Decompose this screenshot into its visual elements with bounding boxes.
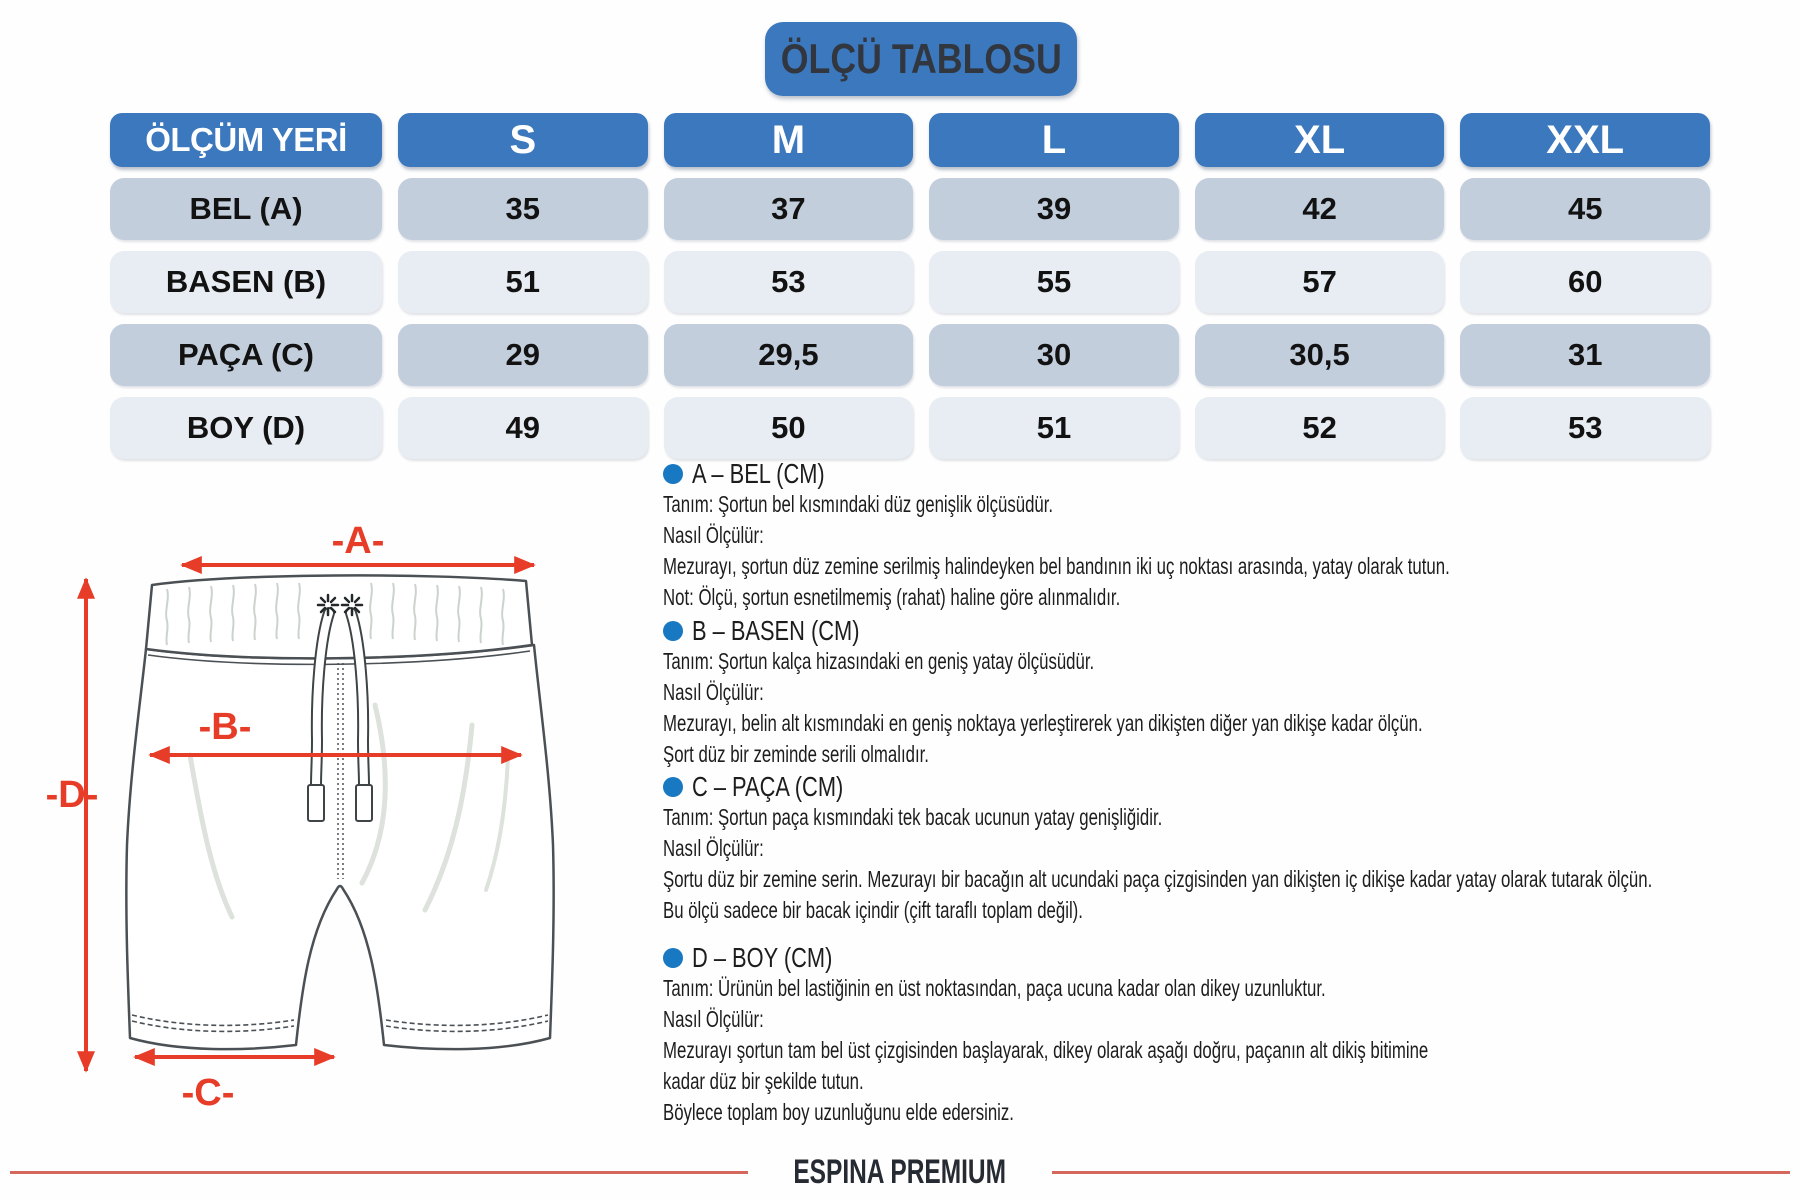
section-line: Not: Ölçü, şortun esnetilmemiş (rahat) haline göre alınmalıdır.: [663, 584, 1121, 610]
measure-arrow-a: [182, 520, 534, 565]
size-header-s: S: [398, 113, 648, 167]
section-line: Mezurayı, şortun düz zemine serilmiş halindeyken bel bandının iki uç noktası arasında, yatay olarak tutun.: [663, 553, 1450, 579]
size-header-m: M: [664, 113, 914, 167]
row-label-boy: BOY (D): [110, 397, 382, 459]
section-line: Nasıl Ölçülür:: [663, 1006, 764, 1032]
table-corner-header: ÖLÇÜM YERİ: [110, 113, 382, 167]
measure-label-d: -D-: [45, 774, 99, 816]
footer: [0, 1152, 1800, 1192]
size-cell: 45: [1460, 178, 1710, 240]
size-header-l: L: [929, 113, 1179, 167]
shorts-measurement-diagram: [40, 455, 600, 1135]
row-label-basen: BASEN (B): [110, 251, 382, 313]
row-label-paca: PAÇA (C): [110, 324, 382, 386]
size-cell: 55: [929, 251, 1179, 313]
bullet-icon: [663, 777, 683, 797]
section-line: Nasıl Ölçülür:: [663, 835, 764, 861]
bullet-icon: [663, 948, 683, 968]
page-title: [765, 22, 1077, 96]
size-cell: 49: [398, 397, 648, 459]
size-cell: 39: [929, 178, 1179, 240]
page-title-text: ÖLÇÜ TABLOSU: [780, 35, 1062, 82]
size-cell: 50: [664, 397, 914, 459]
drawstring-aglet-right: [356, 785, 372, 821]
size-cell: 53: [1460, 397, 1710, 459]
size-cell: 42: [1195, 178, 1445, 240]
bullet-icon: [663, 464, 683, 484]
size-cell: 53: [664, 251, 914, 313]
bullet-icon: [663, 621, 683, 641]
section-heading: A – BEL (CM): [692, 457, 825, 489]
section-bel: [663, 458, 1741, 613]
section-line: Nasıl Ölçülür:: [663, 522, 764, 548]
section-line: Bu ölçü sadece bir bacak içindir (çift taraflı toplam değil).: [663, 897, 1083, 923]
section-line: Böylece toplam boy uzunluğunu elde edersiniz.: [663, 1099, 1014, 1125]
section-line: kadar düz bir şekilde tutun.: [663, 1068, 864, 1094]
measurement-descriptions: [663, 455, 1800, 1155]
footer-rule-left: [10, 1171, 748, 1174]
size-cell: 31: [1460, 324, 1710, 386]
section-line: Tanım: Şortun bel kısmındaki düz genişlik ölçüsüdür.: [663, 491, 1054, 517]
section-heading: D – BOY (CM): [692, 941, 833, 973]
measure-label-c: -C-: [181, 1072, 235, 1114]
section-line: Nasıl Ölçülür:: [663, 679, 764, 705]
size-cell: 35: [398, 178, 648, 240]
drawstring-aglet-left: [308, 785, 324, 821]
brand-name: ESPINA PREMIUM: [793, 1152, 1007, 1191]
section-line: Mezurayı şortun tam bel üst çizgisinden başlayarak, dikey olarak aşağı doğru, paçanın alt dikiş bitimine: [663, 1037, 1429, 1063]
size-cell: 30,5: [1195, 324, 1445, 386]
measure-arrow-c: [135, 1057, 334, 1114]
size-cell: 52: [1195, 397, 1445, 459]
section-heading: C – PAÇA (CM): [692, 770, 844, 802]
size-cell: 60: [1460, 251, 1710, 313]
section-line: Şort düz bir zeminde serili olmalıdır.: [663, 741, 929, 767]
size-header-xxl: XXL: [1460, 113, 1710, 167]
size-cell: 37: [664, 178, 914, 240]
measure-arrow-d: [46, 579, 99, 1071]
section-line: Şortu düz bir zemine serin. Mezurayı bir bacağın alt ucundaki paça çizgisinden yan dikişten iç dikişe kadar yatay olarak tutarak ölçün.: [663, 866, 1653, 892]
size-cell: 30: [929, 324, 1179, 386]
size-table: [110, 113, 1710, 459]
section-boy: [663, 942, 1711, 1128]
size-cell: 29: [398, 324, 648, 386]
size-cell: 57: [1195, 251, 1445, 313]
size-cell: 29,5: [664, 324, 914, 386]
footer-rule-right: [1052, 1171, 1790, 1174]
size-header-xl: XL: [1195, 113, 1445, 167]
section-heading: B – BASEN (CM): [692, 614, 860, 646]
section-line: Mezurayı, belin alt kısmındaki en geniş noktaya yerleştirerek yan dikişten diğer yan dikişe kadar ölçün.: [663, 710, 1423, 736]
section-line: Tanım: Ürünün bel lastiğinin en üst noktasından, paça ucuna kadar olan dikey uzunluktur.: [663, 975, 1326, 1001]
section-paca: [663, 771, 1800, 926]
shorts-outline: [126, 575, 553, 1049]
section-line: Tanım: Şortun kalça hizasındaki en geniş yatay ölçüsüdür.: [663, 648, 1095, 674]
waistband: [146, 575, 532, 664]
size-cell: 51: [398, 251, 648, 313]
section-line: Tanım: Şortun paça kısmındaki tek bacak ucunun yatay genişliğidir.: [663, 804, 1163, 830]
row-label-bel: BEL (A): [110, 178, 382, 240]
measure-label-b: -B-: [198, 706, 252, 748]
measure-label-a: -A-: [331, 520, 385, 562]
size-cell: 51: [929, 397, 1179, 459]
section-basen: [663, 615, 1704, 770]
